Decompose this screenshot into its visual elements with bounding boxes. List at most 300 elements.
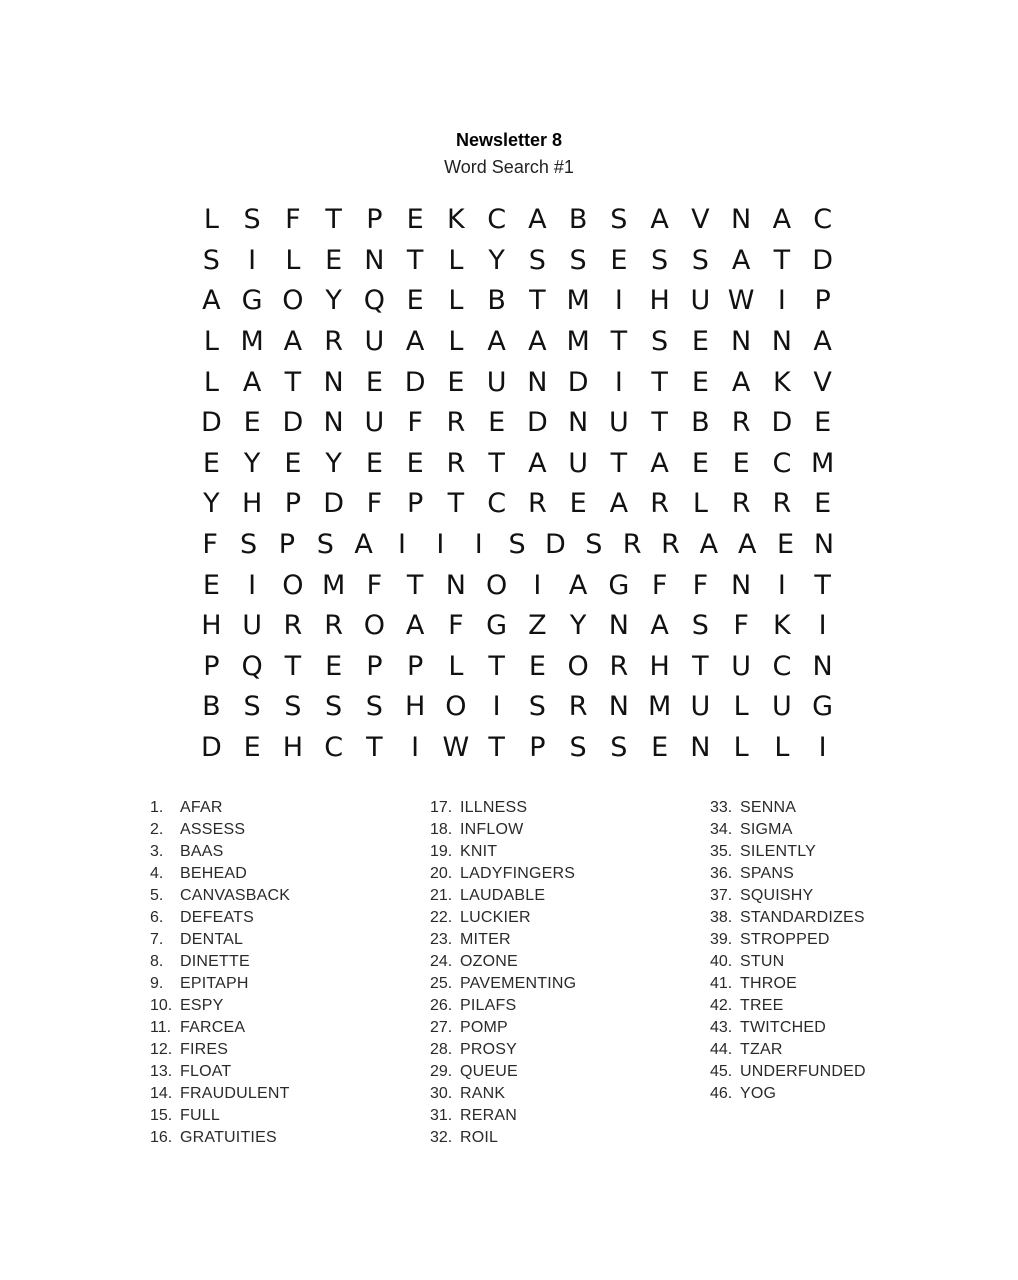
grid-letter: L [733, 732, 749, 764]
word-text: BEHEAD [180, 865, 247, 882]
grid-letter: Z [528, 610, 547, 642]
word-text: FIRES [180, 1041, 229, 1058]
word-list-item [710, 1039, 866, 1061]
grid-letter: L [203, 204, 219, 236]
grid-letter: H [649, 285, 670, 317]
word-number: 20. [430, 865, 453, 882]
grid-letter: I [492, 691, 501, 723]
grid-letter: F [366, 569, 383, 601]
word-text: INFLOW [460, 821, 524, 838]
grid-letter: U [690, 285, 711, 317]
word-list-item [430, 1039, 576, 1061]
grid-letter: M [321, 569, 346, 601]
word-list-item [150, 929, 290, 951]
word-number: 29. [430, 1063, 453, 1080]
grid-letter: N [608, 691, 629, 723]
grid-letter: Y [325, 285, 342, 317]
word-text: LUCKIER [460, 909, 531, 926]
grid-letter: N [323, 407, 344, 439]
word-number: 22. [430, 909, 453, 926]
grid-row [191, 606, 843, 647]
grid-letter: R [324, 610, 343, 642]
grid-letter: Y [243, 447, 261, 479]
word-list-item [430, 1127, 576, 1149]
grid-letter: L [448, 326, 464, 358]
grid-letter: B [568, 204, 588, 236]
page-subtitle: Word Search #1 [444, 157, 574, 177]
grid-letter: M [566, 326, 590, 358]
grid-letter: F [448, 610, 464, 642]
word-list-item [710, 1083, 866, 1105]
grid-letter: D [545, 529, 566, 561]
word-text: TWITCHED [740, 1019, 827, 1036]
word-number: 28. [430, 1041, 453, 1058]
word-text: KNIT [460, 843, 498, 860]
grid-letter: C [772, 447, 792, 479]
grid-letter: P [203, 650, 220, 682]
word-list-item [150, 1083, 290, 1105]
grid-letter: S [528, 691, 546, 723]
grid-letter: C [487, 488, 507, 520]
grid-letter: E [365, 447, 383, 479]
word-text: PAVEMENTING [460, 975, 577, 992]
grid-letter: N [364, 244, 385, 276]
grid-letter: P [406, 488, 424, 520]
grid-row [191, 362, 843, 403]
grid-letter: M [647, 691, 672, 723]
grid-letter: R [446, 447, 466, 479]
grid-letter: S [528, 244, 546, 276]
grid-letter: U [242, 610, 262, 642]
word-text: GRATUITIES [180, 1129, 277, 1146]
grid-letter: S [365, 691, 383, 723]
grid-row [191, 565, 843, 606]
grid-letter: T [773, 244, 791, 276]
word-number: 9. [150, 975, 164, 992]
grid-letter: Y [203, 488, 220, 520]
word-list-item [430, 819, 576, 841]
word-number: 5. [150, 887, 164, 904]
grid-row [191, 241, 843, 282]
word-text: FULL [180, 1107, 220, 1124]
word-list-item [430, 1061, 576, 1083]
grid-letter: R [324, 326, 343, 358]
grid-letter: D [282, 407, 304, 439]
word-list-item [430, 841, 576, 863]
grid-letter: Y [325, 447, 342, 479]
word-number: 24. [430, 953, 453, 970]
grid-letter: P [278, 529, 296, 561]
grid-letter: S [239, 529, 258, 561]
grid-letter: N [771, 326, 792, 358]
word-number: 17. [430, 799, 453, 816]
grid-letter: D [323, 488, 345, 520]
grid-letter: E [325, 244, 343, 276]
word-column-3 [710, 797, 866, 1105]
word-list-item [150, 841, 290, 863]
word-list-item [710, 863, 866, 885]
word-text: STROPPED [740, 931, 830, 948]
grid-letter: A [405, 610, 425, 642]
grid-letter: A [650, 204, 669, 236]
grid-letter: U [364, 407, 385, 439]
word-list-item [430, 929, 576, 951]
word-number: 31. [430, 1107, 453, 1124]
grid-row [191, 200, 843, 241]
word-list-item [710, 929, 866, 951]
grid-letter: S [610, 732, 628, 764]
grid-letter: L [448, 244, 464, 276]
word-list-item [150, 1105, 290, 1127]
grid-letter: L [203, 326, 219, 358]
grid-letter: U [486, 366, 507, 398]
grid-letter: Q [241, 650, 263, 682]
word-list-item [150, 1039, 290, 1061]
grid-letter: S [651, 244, 669, 276]
word-text: EPITAPH [180, 975, 249, 992]
page-title: Newsletter 8 [455, 130, 563, 150]
grid-letter: E [406, 285, 424, 317]
grid-letter: R [731, 488, 751, 520]
word-column-2 [430, 797, 576, 1149]
word-list-item [710, 907, 866, 929]
grid-letter: S [316, 529, 334, 561]
grid-letter: E [488, 407, 506, 439]
grid-letter: H [649, 650, 670, 682]
word-list-item [710, 973, 866, 995]
grid-letter: R [622, 529, 642, 561]
grid-letter: F [366, 488, 383, 520]
grid-letter: E [732, 447, 750, 479]
grid-letter: E [691, 447, 709, 479]
grid-letter: W [727, 285, 755, 317]
grid-letter: I [397, 529, 406, 561]
word-text: FRAUDULENT [180, 1085, 290, 1102]
grid-letter: L [448, 285, 464, 317]
word-number: 30. [430, 1085, 453, 1102]
grid-letter: I [818, 732, 827, 764]
word-text: SQUISHY [740, 887, 814, 904]
word-number: 21. [430, 887, 453, 904]
word-text: STANDARDIZES [740, 909, 865, 926]
grid-letter: N [323, 366, 344, 398]
word-number: 23. [430, 931, 453, 948]
word-number: 38. [710, 909, 733, 926]
word-number: 36. [710, 865, 733, 882]
grid-letter: R [527, 488, 547, 520]
word-list-item [430, 1083, 576, 1105]
grid-letter: S [651, 326, 669, 358]
word-text: RERAN [460, 1107, 518, 1124]
grid-letter: E [691, 366, 709, 398]
grid-letter: A [731, 366, 751, 398]
word-list-item [150, 797, 290, 819]
grid-letter: E [202, 569, 220, 601]
grid-letter: A [354, 529, 373, 561]
grid-letter: U [771, 691, 792, 723]
word-text: ASSESS [180, 821, 246, 838]
grid-row [191, 728, 843, 769]
grid-row [191, 525, 843, 566]
word-number: 27. [430, 1019, 453, 1036]
grid-letter: S [585, 529, 603, 561]
grid-letter: K [447, 204, 465, 236]
grid-letter: K [773, 366, 791, 398]
grid-letter: T [610, 447, 628, 479]
grid-letter: M [810, 447, 835, 479]
grid-letter: I [614, 366, 623, 398]
grid-letter: F [285, 204, 301, 236]
grid-row [191, 281, 843, 322]
grid-letter: Q [363, 285, 385, 317]
word-text: PROSY [460, 1041, 518, 1058]
word-list-item [710, 797, 866, 819]
grid-letter: N [527, 366, 548, 398]
grid-letter: A [487, 326, 506, 358]
grid-letter: R [446, 407, 466, 439]
grid-letter: S [243, 204, 261, 236]
word-number: 34. [710, 821, 733, 838]
grid-letter: T [488, 732, 505, 764]
grid-letter: E [243, 732, 261, 764]
grid-letter: A [772, 204, 792, 236]
grid-letter: R [772, 488, 792, 520]
word-number: 25. [430, 975, 453, 992]
grid-letter: G [241, 285, 263, 317]
grid-letter: A [528, 326, 547, 358]
grid-letter: P [366, 650, 383, 682]
grid-letter: T [284, 650, 302, 682]
grid-letter: I [614, 285, 623, 317]
grid-letter: A [731, 244, 751, 276]
grid-letter: D [404, 366, 426, 398]
word-list-item [150, 951, 290, 973]
grid-letter: L [203, 366, 219, 398]
grid-letter: T [325, 204, 342, 236]
grid-letter: G [608, 569, 630, 601]
grid-letter: D [812, 244, 834, 276]
word-text: POMP [460, 1019, 508, 1036]
grid-letter: I [777, 569, 786, 601]
grid-letter: K [773, 610, 791, 642]
grid-letter: N [813, 529, 835, 561]
word-list-item [150, 907, 290, 929]
grid-letter: S [243, 691, 261, 723]
grid-letter: P [814, 285, 831, 317]
grid-letter: A [813, 326, 832, 358]
grid-letter: V [813, 366, 832, 398]
grid-row [191, 484, 843, 525]
word-text: DINETTE [180, 953, 250, 970]
grid-letter: S [610, 204, 628, 236]
grid-letter: G [812, 691, 834, 723]
word-text: TZAR [740, 1041, 783, 1058]
word-number: 26. [430, 997, 453, 1014]
grid-letter: T [651, 366, 668, 398]
word-list-item [430, 797, 576, 819]
grid-letter: R [609, 650, 629, 682]
word-column-1 [150, 797, 290, 1149]
grid-letter: A [202, 285, 221, 317]
word-text: FARCEA [180, 1019, 246, 1036]
grid-letter: T [488, 447, 505, 479]
grid-letter: E [365, 366, 383, 398]
word-number: 37. [710, 887, 733, 904]
word-number: 2. [150, 821, 164, 838]
grid-row [191, 322, 843, 363]
grid-letter: C [324, 732, 344, 764]
grid-letter: Y [569, 610, 587, 642]
word-list-item [430, 885, 576, 907]
word-number: 33. [710, 799, 733, 816]
word-text: YOG [740, 1085, 777, 1102]
grid-row [191, 647, 843, 688]
word-text: DEFEATS [180, 909, 255, 926]
grid-letter: I [474, 529, 483, 561]
word-text: AFAR [180, 799, 223, 816]
word-number: 11. [150, 1019, 172, 1036]
grid-letter: T [651, 407, 668, 439]
word-list-item [430, 951, 576, 973]
grid-letter: D [200, 732, 222, 764]
grid-letter: A [405, 326, 425, 358]
grid-letter: S [691, 610, 709, 642]
word-text: MITER [460, 931, 511, 948]
word-list-item [150, 1127, 290, 1149]
grid-letter: E [447, 366, 465, 398]
word-list [0, 797, 1018, 1177]
grid-letter: M [240, 326, 264, 358]
grid-letter: N [731, 204, 752, 236]
grid-letter: E [202, 447, 220, 479]
grid-letter: L [774, 732, 790, 764]
word-number: 15. [150, 1107, 173, 1124]
word-number: 4. [150, 865, 164, 882]
grid-letter: T [366, 732, 383, 764]
grid-letter: S [569, 244, 587, 276]
word-list-item [710, 885, 866, 907]
grid-letter: S [508, 529, 526, 561]
word-list-item [710, 951, 866, 973]
word-number: 13. [150, 1063, 173, 1080]
grid-letter: S [325, 691, 343, 723]
word-list-item [710, 1017, 866, 1039]
word-text: LAUDABLE [460, 887, 546, 904]
grid-letter: A [283, 326, 303, 358]
grid-letter: E [610, 244, 628, 276]
grid-letter: D [771, 407, 793, 439]
grid-letter: A [737, 529, 757, 561]
grid-letter: T [814, 569, 831, 601]
word-number: 14. [150, 1085, 173, 1102]
grid-letter: G [486, 610, 508, 642]
grid-letter: T [692, 650, 709, 682]
grid-letter: B [487, 285, 506, 317]
grid-letter: A [650, 610, 669, 642]
word-text: DENTAL [180, 931, 244, 948]
word-number: 42. [710, 997, 733, 1014]
word-text: OZONE [460, 953, 518, 970]
grid-letter: E [406, 204, 424, 236]
word-number: 46. [710, 1085, 733, 1102]
word-number: 6. [150, 909, 164, 926]
grid-letter: U [608, 407, 629, 439]
word-number: 43. [710, 1019, 733, 1036]
word-number: 12. [150, 1041, 173, 1058]
grid-letter: R [650, 488, 669, 520]
grid-letter: H [241, 488, 263, 520]
word-number: 44. [710, 1041, 733, 1058]
word-text: SENNA [740, 799, 797, 816]
grid-letter: U [364, 326, 385, 358]
word-list-item [710, 841, 866, 863]
grid-letter: N [568, 407, 589, 439]
word-list-item [710, 1061, 866, 1083]
grid-letter: V [691, 204, 710, 236]
grid-letter: A [528, 204, 547, 236]
grid-letter: F [692, 569, 709, 601]
word-number: 7. [150, 931, 164, 948]
grid-letter: B [691, 407, 710, 439]
grid-letter: I [411, 732, 420, 764]
grid-row [191, 444, 843, 485]
grid-letter: E [325, 650, 343, 682]
grid-letter: O [567, 650, 589, 682]
word-text: LADYFINGERS [460, 865, 576, 882]
grid-letter: P [284, 488, 302, 520]
word-list-item [150, 973, 290, 995]
grid-letter: P [406, 650, 424, 682]
grid-letter: I [248, 244, 257, 276]
grid-letter: O [485, 569, 508, 601]
grid-letter: E [691, 326, 709, 358]
word-text: THROE [740, 975, 797, 992]
grid-letter: S [691, 244, 709, 276]
grid-letter: I [533, 569, 542, 601]
grid-letter: E [814, 488, 832, 520]
word-text: ILLNESS [460, 799, 528, 816]
grid-letter: P [529, 732, 546, 764]
word-number: 39. [710, 931, 733, 948]
grid-letter: E [651, 732, 669, 764]
grid-letter: F [733, 610, 749, 642]
grid-letter: L [285, 244, 301, 276]
word-number: 16. [150, 1129, 173, 1146]
grid-letter: E [284, 447, 302, 479]
grid-letter: A [528, 447, 547, 479]
grid-letter: T [406, 244, 424, 276]
grid-letter: H [282, 732, 304, 764]
word-list-item [430, 1017, 576, 1039]
grid-letter: R [731, 407, 751, 439]
grid-letter: T [529, 285, 546, 317]
grid-letter: W [442, 732, 470, 764]
word-number: 3. [150, 843, 164, 860]
word-list-item [150, 863, 290, 885]
grid-letter: E [569, 488, 587, 520]
grid-letter: L [692, 488, 708, 520]
word-text: UNDERFUNDED [740, 1063, 866, 1080]
word-text: QUEUE [460, 1063, 518, 1080]
grid-letter: A [568, 569, 588, 601]
word-list-item [150, 819, 290, 841]
word-list-item [710, 819, 866, 841]
word-text: FLOAT [180, 1063, 232, 1080]
word-number: 18. [430, 821, 453, 838]
grid-letter: T [447, 488, 465, 520]
grid-letter: F [407, 407, 423, 439]
grid-letter: M [566, 285, 590, 317]
